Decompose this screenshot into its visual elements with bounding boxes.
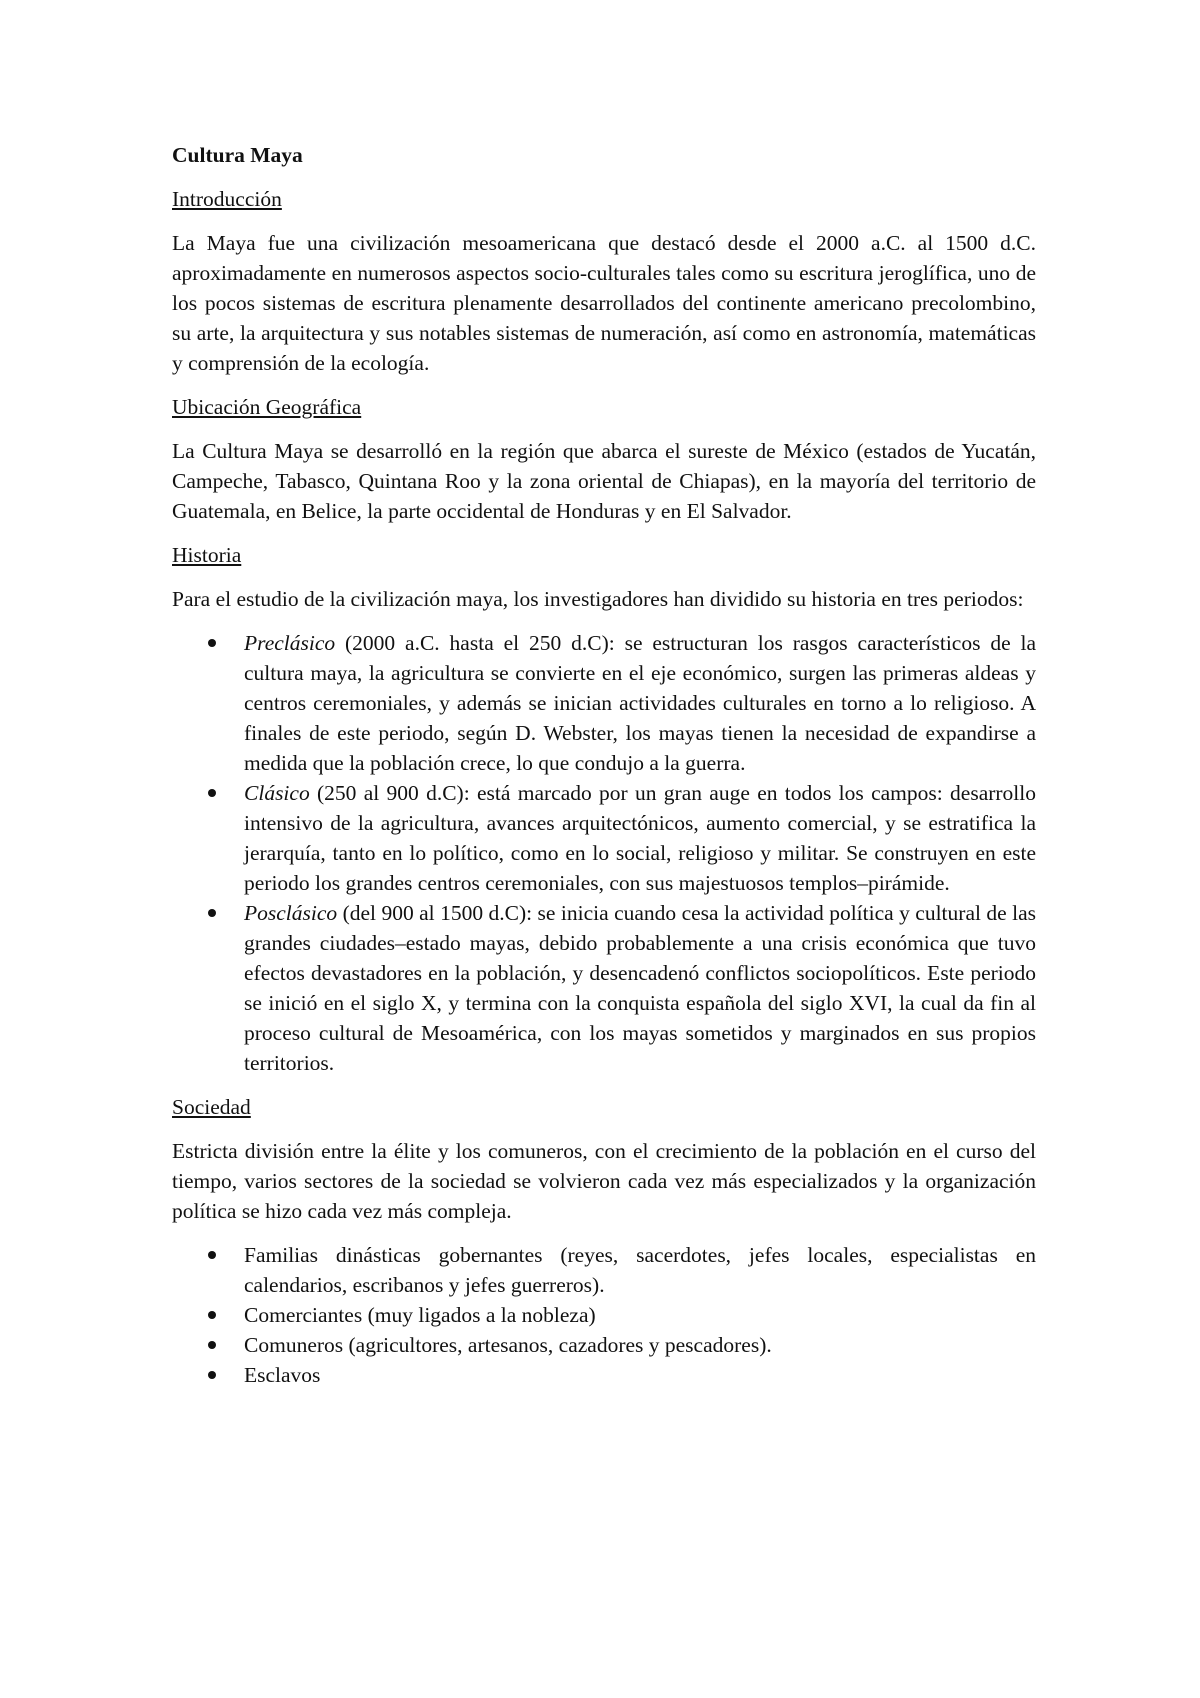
paragraph-sociedad-intro: Estricta división entre la élite y los comuneros, con el crecimiento de la población en el curso del tiempo, varios sectores de la sociedad se volvieron cada vez más especializados y la organización política se hizo cada vez más compleja. <box>172 1139 1036 1223</box>
bullet-icon <box>208 789 216 797</box>
heading-ubicacion: Ubicación Geográfica <box>172 395 362 419</box>
bullet-icon <box>208 1371 216 1379</box>
list-item-comerciantes <box>172 1300 1036 1330</box>
bullet-icon <box>208 909 216 917</box>
document-page <box>172 140 1036 1404</box>
period-term: Clásico <box>244 781 310 805</box>
bullet-icon <box>208 1311 216 1319</box>
bullet-icon <box>208 1251 216 1259</box>
period-description: (250 al 900 d.C): está marcado por un gran auge en todos los campos: desarrollo intensivo de la agricultura, avances arquitectónicos, aumento comercial, y se estratifica la jerarquía, tanto en lo político, como en lo social, religioso y militar. Se construyen en este periodo los grandes centros ceremoniales, con sus majestuosos templos–pirámide. <box>244 781 1036 895</box>
list-item-text: Comerciantes (muy ligados a la nobleza) <box>244 1303 596 1327</box>
heading-historia: Historia <box>172 543 242 567</box>
heading-introduccion: Introducción <box>172 187 282 211</box>
historia-period-list <box>172 628 1036 1078</box>
bullet-icon <box>208 639 216 647</box>
document-title: Cultura Maya <box>172 143 303 167</box>
list-item-text: Familias dinásticas gobernantes (reyes, sacerdotes, jefes locales, especialistas en calendarios, escribanos y jefes guerreros). <box>244 1243 1036 1297</box>
period-description: (del 900 al 1500 d.C): se inicia cuando cesa la actividad política y cultural de las grandes ciudades–estado mayas, debido probablemente a una crisis económica que tuvo efectos devastadores en la población, y desencadenó conflictos sociopolíticos. Este periodo se inició en el siglo X, y termina con la conquista española del siglo XVI, la cual da fin al proceso cultural de Mesoamérica, con los mayas sometidos y marginados en sus propios territorios. <box>244 901 1036 1075</box>
list-item-esclavos <box>172 1360 1036 1390</box>
period-term: Posclásico <box>244 901 338 925</box>
list-item-text: Comuneros (agricultores, artesanos, cazadores y pescadores). <box>244 1333 772 1357</box>
paragraph-ubicacion: La Cultura Maya se desarrolló en la región que abarca el sureste de México (estados de Yucatán, Campeche, Tabasco, Quintana Roo y la zona oriental de Chiapas), en la mayoría del territorio de Guatemala, en Belice, la parte occidental de Honduras y en El Salvador. <box>172 439 1036 523</box>
period-term: Preclásico <box>244 631 336 655</box>
list-item-comuneros <box>172 1330 1036 1360</box>
list-item-clasico <box>172 778 1036 898</box>
period-description: (2000 a.C. hasta el 250 d.C): se estructuran los rasgos característicos de la cultura maya, la agricultura se convierte en el eje económico, surgen las primeras aldeas y centros ceremoniales, y además se inician actividades culturales en torno a lo religioso. A finales de este periodo, según D. Webster, los mayas tienen la necesidad de expandirse a medida que la población crece, lo que condujo a la guerra. <box>244 631 1036 775</box>
list-item-posclasico <box>172 898 1036 1078</box>
heading-sociedad: Sociedad <box>172 1095 251 1119</box>
sociedad-class-list <box>172 1240 1036 1390</box>
list-item-preclasico <box>172 628 1036 778</box>
list-item-familias <box>172 1240 1036 1300</box>
list-item-text: Esclavos <box>244 1363 321 1387</box>
paragraph-historia-intro: Para el estudio de la civilización maya, los investigadores han dividido su historia en tres periodos: <box>172 587 1024 611</box>
bullet-icon <box>208 1341 216 1349</box>
paragraph-introduccion: La Maya fue una civilización mesoamericana que destacó desde el 2000 a.C. al 1500 d.C. aproximadamente en numerosos aspectos socio-culturales tales como su escritura jeroglífica, uno de los pocos sistemas de escritura plenamente desarrollados del continente americano precolombino, su arte, la arquitectura y sus notables sistemas de numeración, así como en astronomía, matemáticas y comprensión de la ecología. <box>172 231 1036 375</box>
